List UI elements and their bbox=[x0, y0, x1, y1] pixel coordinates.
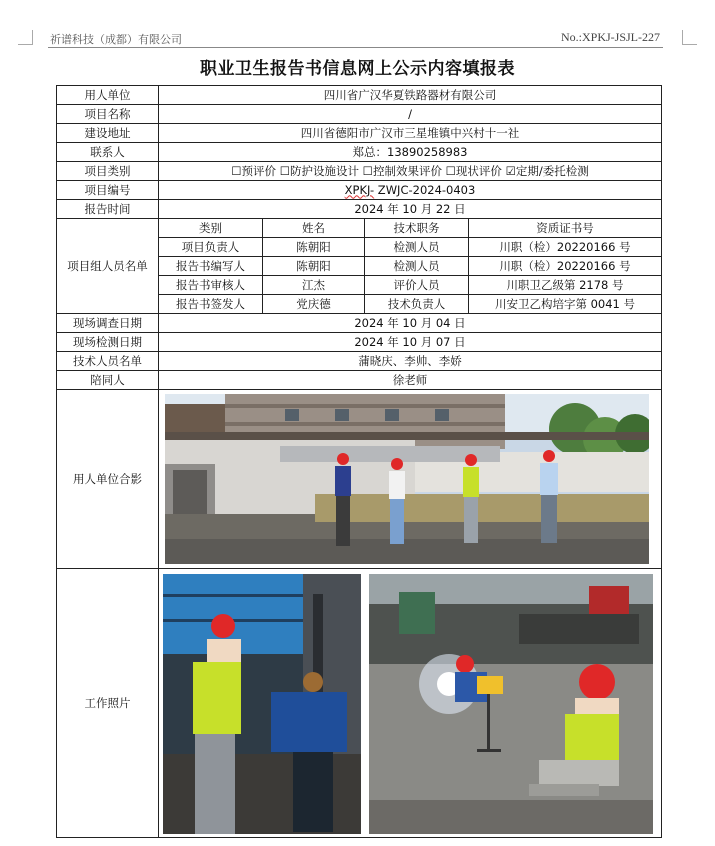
category-pre-evaluation: ☐预评价 bbox=[231, 163, 277, 178]
team-role: 报告书编写人 bbox=[159, 257, 263, 276]
escort-label: 陪同人 bbox=[57, 371, 159, 390]
team-cert: 川安卫乙构培字第 0041 号 bbox=[469, 295, 662, 314]
page-title: 职业卫生报告书信息网上公示内容填报表 bbox=[200, 59, 515, 79]
survey-date-label: 现场调查日期 bbox=[57, 314, 159, 333]
contact-value: 郑总：13890258983 bbox=[159, 143, 662, 162]
survey-date-value: 2024 年 10 月 04 日 bbox=[159, 314, 662, 333]
corner-mark-right bbox=[682, 30, 697, 45]
employer-value: 四川省广汉华夏铁路器材有限公司 bbox=[159, 86, 662, 105]
team-cert: 川职（检）20220166 号 bbox=[469, 238, 662, 257]
work-photo-left-image bbox=[163, 574, 361, 834]
group-photo-image bbox=[165, 394, 649, 564]
work-photo-cell bbox=[159, 569, 662, 838]
category-control-effect: ☐控制效果评价 bbox=[362, 163, 442, 178]
team-header-cert: 资质证书号 bbox=[469, 219, 662, 238]
address-label: 建设地址 bbox=[57, 124, 159, 143]
header-company: 祈谱科技（成都）有限公司 bbox=[50, 33, 182, 46]
group-photo-label: 用人单位合影 bbox=[57, 390, 159, 569]
team-header-name: 姓名 bbox=[263, 219, 365, 238]
team-header-category: 类别 bbox=[159, 219, 263, 238]
work-photo-left bbox=[163, 574, 361, 834]
team-label: 项目组人员名单 bbox=[57, 219, 159, 314]
project-no-rest: ZWJC-2024-0403 bbox=[374, 182, 476, 197]
test-date-value: 2024 年 10 月 07 日 bbox=[159, 333, 662, 352]
test-date-label: 现场检测日期 bbox=[57, 333, 159, 352]
work-photo-right-image bbox=[369, 574, 653, 834]
team-title: 检测人员 bbox=[365, 257, 469, 276]
work-photo-right bbox=[369, 574, 653, 834]
tech-staff-label: 技术人员名单 bbox=[57, 352, 159, 371]
report-time-value: 2024 年 10 月 22 日 bbox=[159, 200, 662, 219]
escort-value: 徐老师 bbox=[159, 371, 662, 390]
team-title: 技术负责人 bbox=[365, 295, 469, 314]
category-status-evaluation: ☐现状评价 bbox=[445, 163, 502, 178]
info-table bbox=[56, 85, 662, 838]
corner-mark-left bbox=[18, 30, 33, 45]
group-photo bbox=[165, 394, 649, 564]
report-time-label: 报告时间 bbox=[57, 200, 159, 219]
team-role: 报告书签发人 bbox=[159, 295, 263, 314]
address-value: 四川省德阳市广汉市三星堆镇中兴村十一社 bbox=[159, 124, 662, 143]
category-label: 项目类别 bbox=[57, 162, 159, 181]
team-role: 报告书审核人 bbox=[159, 276, 263, 295]
category-protection-design: ☐防护设施设计 bbox=[279, 163, 359, 178]
project-no-value bbox=[159, 181, 662, 200]
project-name-label: 项目名称 bbox=[57, 105, 159, 124]
team-cert: 川职卫乙级第 2178 号 bbox=[469, 276, 662, 295]
category-options bbox=[159, 162, 662, 181]
header-doc-number: No.:XPKJ-JSJL-227 bbox=[560, 30, 660, 44]
team-title: 评价人员 bbox=[365, 276, 469, 295]
project-name-value: / bbox=[159, 105, 662, 124]
team-name: 江杰 bbox=[263, 276, 365, 295]
team-role: 项目负责人 bbox=[159, 238, 263, 257]
contact-label: 联系人 bbox=[57, 143, 159, 162]
employer-label: 用人单位 bbox=[57, 86, 159, 105]
team-name: 陈朝阳 bbox=[263, 257, 365, 276]
header-rule bbox=[48, 47, 663, 48]
tech-staff-value: 蒲晓庆、李帅、李娇 bbox=[159, 352, 662, 371]
team-cert: 川职（检）20220166 号 bbox=[469, 257, 662, 276]
team-header-title: 技术职务 bbox=[365, 219, 469, 238]
work-photo-label: 工作照片 bbox=[57, 569, 159, 838]
project-no-label: 项目编号 bbox=[57, 181, 159, 200]
group-photo-cell bbox=[159, 390, 662, 569]
category-periodic-testing: ☑定期/委托检测 bbox=[505, 163, 589, 178]
team-name: 陈朝阳 bbox=[263, 238, 365, 257]
project-no-prefix: XPKJ- bbox=[344, 182, 375, 197]
page-header bbox=[0, 0, 715, 50]
team-title: 检测人员 bbox=[365, 238, 469, 257]
team-name: 党庆德 bbox=[263, 295, 365, 314]
